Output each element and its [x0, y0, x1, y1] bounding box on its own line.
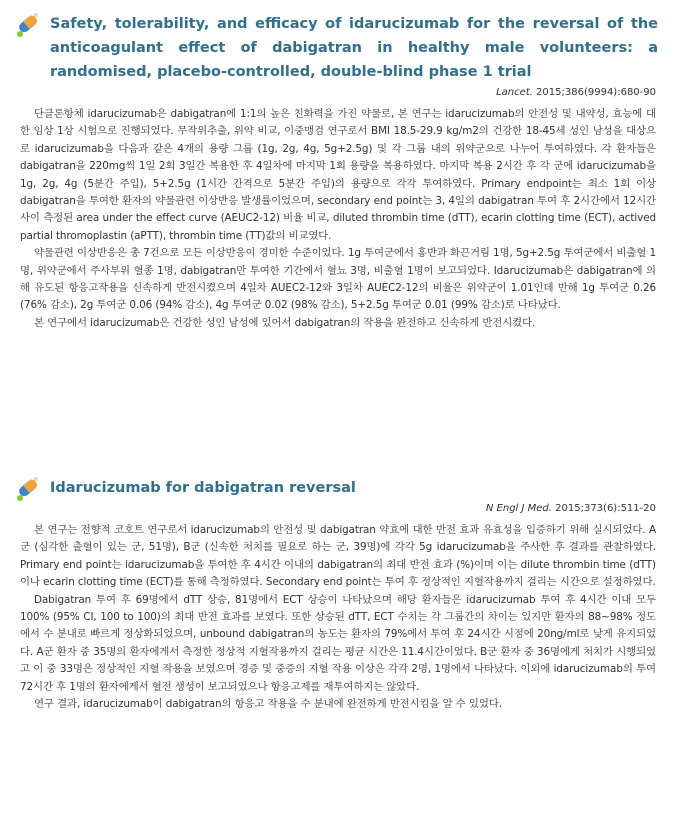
paragraph: 연구 결과, idarucizumab이 dabigatran의 항응고 작용을 수 분내에 완전하게 반전시킴을 알 수 있었다.	[34, 698, 502, 711]
paragraph: 본 연구에서 idarucizumab은 건강한 성인 남성에 있어서 dabigatran의 작용을 완전하고 신속하게 반전시켰다.	[34, 316, 536, 329]
article-2	[0, 470, 676, 713]
paragraph: 단클론항체 idarucizumab은 dabigatran에 1:1의 높은 친화력을 가진 약물로, 본 연구는 idarucizumab의 안전성 및 내약성, 효능에 대한 임상 1상 시험으로 진행되었다. 무작위추출, 위약 비교, 이중맹검 연구로서 BMI 18.5-29.9 kg/m2의 건강한 18-45세 성인 남성을 대상으로 idarucizumab을 다음과 같은 4개의 용량 그룹 (1g, 2g, 4g, 5g+2.5g) 및 각 그룹 내의 위약군으로 나누어 투여하였다. 각 환자들은 dabigatran을 220mg씩 1일 2회 3일간 복용한 후 4일차에 마지막 1회 용량을 복용하였다. 마지막 복용 2시간 후 각 군에 idarucizumab을 1g, 2g, 4g (5분간 주입), 5+2.5g (1시간 간격으로 5분간 주입)의 용량으로 각각 투여하였다. Primary endpoint는 최소 1회 이상 dabigatran을 투여한 환자의 약물관련 이상반응 발생률이었으며, secondary end point는 3, 4일의 dabigatran 투여 후 2시간에서 12시간 사이 측정된 area under the effect curve (AEUC2-12) 비율 비교, diluted thrombin time (dTT), ecarin clotting time (ECT), actived partial thromoplastin (aPTT), thrombin time (TT)값의 비교였다.	[20, 108, 656, 242]
paragraph: 약물관련 이상반응은 총 7건으로 모든 이상반응이 경미한 수준이었다. 1g 투여군에서 홍반과 화끈거림 1명, 5g+2.5g 투여군에서 비출혈 1명, 위약군에서 주사부위 혈종 1명, dabigatran만 투여한 기간에서 혈뇨 3명, 비출혈 1명이 보고되었다. Idarucizumab은 dabigatran에 의해 유도된 항응고작용을 신속하게 반전시켰으며 4일차 AUEC2-12와 3일차 AUEC2-12의 비율은 위약군이 1.01인데 반해 1g 투여군 0.26 (76% 감소), 2g 투여군 0.06 (94% 감소), 4g 투여군 0.02 (98% 감소), 5+2.5g 투여군 0.01 (99% 감소)로 나타났다.	[20, 247, 656, 312]
citation-details: 2015;386(9994):680-90	[532, 87, 656, 98]
citation-journal: N Engl J Med.	[485, 503, 552, 514]
article-body	[0, 516, 676, 713]
pill-capsule-icon	[12, 472, 44, 504]
paragraph: Dabigatran 투여 후 69명에서 dTT 상승, 81명에서 ECT 상승이 나타났으며 해당 환자들은 idarucizumab 투여 후 4시간 이내 모두 100% (95% CI, 100 to 100)의 최대 반전 효과를 보였다. 또한 상승된 dTT, ECT 수치는 각 그룹간의 차이는 있지만 환자의 88~98% 정도에서 수 분내로 빠르게 정상화되었으며, unbound dabigatran의 농도는 환자의 79%에서 투여 후 24시간 시점에 20ng/ml로 낮게 유지되었다. A군 환자 중 35명의 환자에게서 측정한 정상적 지혈작용까지 걸리는 평균 시간은 11.4시간이었다. B군 환자 중 36명에게 처치가 시행되었고 이 중 33명은 정상적인 지혈 작용을 보였으며 경증 및 중증의 지혈 작용 이상은 각각 2명, 1명에서 나타났다. 이외에 idarucizumab의 투여 72시간 후 1명의 환자에게서 혈전 생성이 보고되었으나 항응고제를 재투여하지는 않았다.	[20, 593, 656, 693]
article-title: Idarucizumab for dabigatran reversal	[50, 480, 356, 496]
article-1	[0, 0, 676, 332]
citation	[0, 86, 676, 100]
article-title: Safety, tolerability, and efficacy of idarucizumab for the reversal of the anticoagulant effect of dabigatran in healthy male volunteers: a randomised, placebo-controlled, double-blind phase 1 trial	[50, 16, 658, 80]
article-header	[0, 470, 676, 500]
citation-journal: Lancet.	[496, 87, 533, 98]
pill-capsule-icon	[12, 8, 44, 40]
article-header	[0, 0, 676, 84]
paragraph: 본 연구는 전향적 코호트 연구로서 idarucizumab의 안전성 및 dabigatran 약효에 대한 반전 효과 유효성을 입증하기 위해 실시되었다. A군 (심각한 출혈이 있는 군, 51명), B군 (신속한 처치를 필요로 하는 군, 39명)에 각각 5g idarucizumab을 주사한 후 결과를 관찰하였다. Primary end point는 idarucizumab을 투여한 후 4시간 이내의 dabigatran의 최대 반전 효과 (%)이며 이는 dilute thrombin time (dTT) 이나 ecarin clotting time (ECT)를 통해 측정하였다. Secondary end point는 투여 후 정상적인 지혈작용까지 걸리는 시간으로 설정하였다.	[20, 524, 656, 589]
citation-details: 2015;373(6):511-20	[551, 503, 656, 514]
citation	[0, 502, 676, 516]
article-body	[0, 100, 676, 332]
